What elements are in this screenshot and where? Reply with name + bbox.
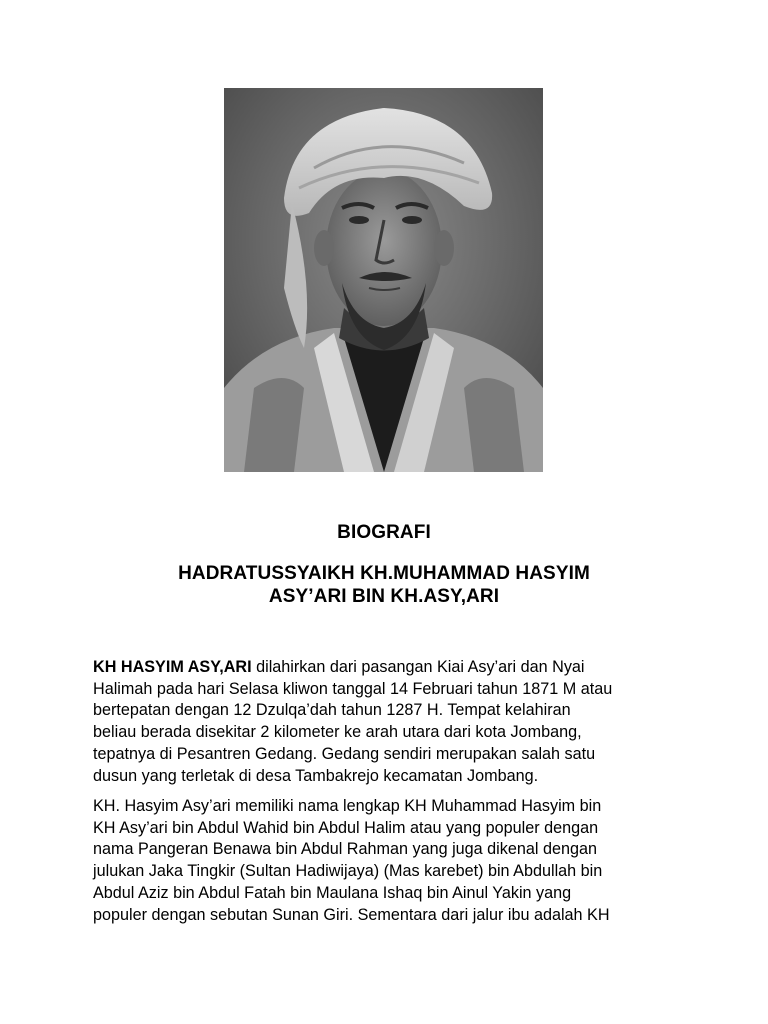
document-title	[0, 562, 768, 608]
paragraph-line: bertepatan dengan 12 Dzulqa’dah tahun 1287 H. Tempat kelahiran	[93, 701, 571, 720]
portrait-photo	[224, 88, 543, 472]
paragraph-line: beliau berada disekitar 2 kilometer ke arah utara dari kota Jombang,	[93, 723, 582, 742]
paragraph-line: populer dengan sebutan Sunan Giri. Sementara dari jalur ibu adalah KH	[93, 905, 610, 924]
paragraph-line: dusun yang terletak di desa Tambakrejo kecamatan Jombang.	[93, 766, 539, 785]
paragraph-lineage	[93, 796, 683, 926]
paragraph-line: Halimah pada hari Selasa kliwon tanggal 14 Februari tahun 1871 M atau	[93, 679, 613, 698]
paragraph-line: nama Pangeran Benawa bin Abdul Rahman yang juga dikenal dengan	[93, 840, 597, 859]
paragraph-line: KH Asy’ari bin Abdul Wahid bin Abdul Halim atau yang populer dengan	[93, 818, 599, 837]
paragraph-line	[93, 657, 683, 679]
document-title-line: ASY’ARI BIN KH.ASY,ARI	[268, 586, 500, 607]
document-title-line: HADRATUSSYAIKH KH.MUHAMMAD HASYIM	[178, 563, 590, 584]
subject-name: KH HASYIM ASY,ARI	[93, 658, 252, 676]
document-heading: BIOGRAFI	[337, 522, 431, 543]
paragraph-line: julukan Jaka Tingkir (Sultan Hadiwijaya) (Mas karebet) bin Abdullah bin	[93, 862, 603, 881]
paragraph-birth	[93, 657, 683, 787]
portrait-illustration	[224, 88, 543, 472]
paragraph-line: KH. Hasyim Asy’ari memiliki nama lengkap KH Muhammad Hasyim bin	[93, 797, 602, 815]
paragraph-line: Abdul Aziz bin Abdul Fatah bin Maulana Ishaq bin Ainul Yakin yang	[93, 883, 572, 902]
paragraph-text: dilahirkan dari pasangan Kiai Asy’ari dan Nyai	[251, 658, 585, 676]
paragraph-line: tepatnya di Pesantren Gedang. Gedang sendiri merupakan salah satu	[93, 744, 596, 763]
